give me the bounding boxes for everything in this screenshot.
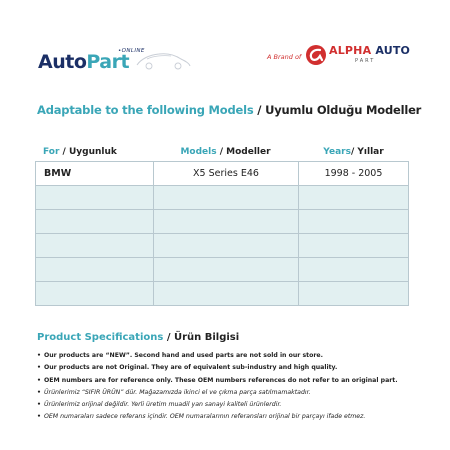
cell-model: X5 Series E46 (154, 162, 299, 185)
column-header-years-en: Years (323, 146, 351, 157)
column-header-years-tr: / Yıllar (350, 146, 384, 157)
list-item (37, 411, 437, 423)
table-row (36, 186, 408, 210)
cell-make (36, 210, 154, 233)
cell-make (36, 234, 154, 257)
cell-years (299, 186, 408, 209)
list-item (37, 387, 437, 399)
brand-online-text: •ONLINE (118, 48, 145, 54)
cell-years (299, 258, 408, 281)
bullet-icon: • (37, 376, 41, 384)
table-row (36, 162, 408, 186)
product-specifications-heading (37, 332, 239, 343)
cell-years (299, 210, 408, 233)
cell-years (299, 234, 408, 257)
spec-heading-tr: Ürün Bilgisi (173, 332, 240, 343)
bullet-icon: • (37, 388, 41, 396)
cell-years (299, 282, 408, 305)
product-specifications-list (37, 350, 437, 424)
list-item (37, 362, 437, 374)
list-item (37, 350, 437, 362)
cell-make (36, 258, 154, 281)
column-header-models-en: Models (180, 146, 217, 157)
spec-heading-en: Product Specifications (37, 332, 164, 343)
spec-text: Ürünlerimiz “SIFIR ÜRÜN” dür. Mağazamızda ikinci el ve çıkma parça satılmamaktadır. (44, 388, 311, 396)
table-row (36, 210, 408, 234)
column-header-for-tr: / Uygunluk (59, 146, 117, 157)
spec-heading-separator: / (163, 332, 174, 343)
car-outline-icon (133, 47, 193, 71)
alpha-word: ALPHA (329, 44, 372, 57)
alpha-auto-wordmark (329, 45, 410, 56)
column-header-models (153, 147, 298, 157)
cell-make (36, 186, 154, 209)
spec-text: Our products are “NEW”. Second hand and used parts are not sold in our store. (44, 352, 323, 359)
table-row (36, 282, 408, 306)
compatibility-heading-separator: / (253, 103, 266, 117)
auto-word: AUTO (375, 44, 411, 57)
spec-text: Ürünlerimiz orijinal değildir. Yerli üretim muadil yan sanayi kaliteli ürünlerdir. (44, 401, 282, 409)
autopart-wordmark (38, 53, 129, 72)
brand-part-text: Part (86, 51, 130, 73)
column-header-years (298, 147, 409, 157)
table-row (36, 258, 408, 282)
compatibility-heading-en: Adaptable to the following Models (37, 103, 254, 117)
alpha-part-subtext: PART (355, 58, 376, 64)
spec-text: Our products are not Original. They are of equivalent sub-industry and high quality. (44, 364, 338, 372)
bullet-icon: • (37, 401, 41, 409)
autopart-logo (38, 42, 145, 73)
cell-model (154, 210, 299, 233)
table-row (36, 234, 408, 258)
cell-model (154, 234, 299, 257)
cell-make: BMW (36, 162, 154, 185)
table-header-row (35, 142, 409, 161)
list-item (37, 375, 437, 387)
bullet-icon: • (37, 413, 41, 421)
compatibility-heading (37, 103, 421, 117)
a-brand-of-text: A Brand of (267, 53, 302, 61)
table-body (35, 161, 409, 306)
spec-text: OEM numaraları sadece referans içindir. OEM numaralarının referansları orijinal bir parçayı ifade etmez. (44, 413, 366, 421)
compatibility-heading-tr: Uyumlu Olduğu Modeller (265, 103, 422, 117)
cell-model (154, 186, 299, 209)
column-header-models-tr: / Modeller (216, 146, 271, 157)
list-item (37, 399, 437, 411)
brand-auto-text: Auto (38, 51, 87, 73)
cell-make (36, 282, 154, 305)
bullet-icon: • (37, 352, 41, 359)
cell-model (154, 282, 299, 305)
column-header-for (35, 147, 153, 157)
alpha-logo-icon (305, 44, 327, 66)
column-header-for-en: For (43, 146, 60, 157)
bullet-icon: • (37, 364, 41, 372)
compatibility-table (35, 142, 409, 306)
cell-years: 1998 - 2005 (324, 168, 383, 179)
cell-model (154, 258, 299, 281)
spec-text: OEM numbers are for reference only. These OEM numbers references do not refer to an original part. (44, 376, 398, 384)
